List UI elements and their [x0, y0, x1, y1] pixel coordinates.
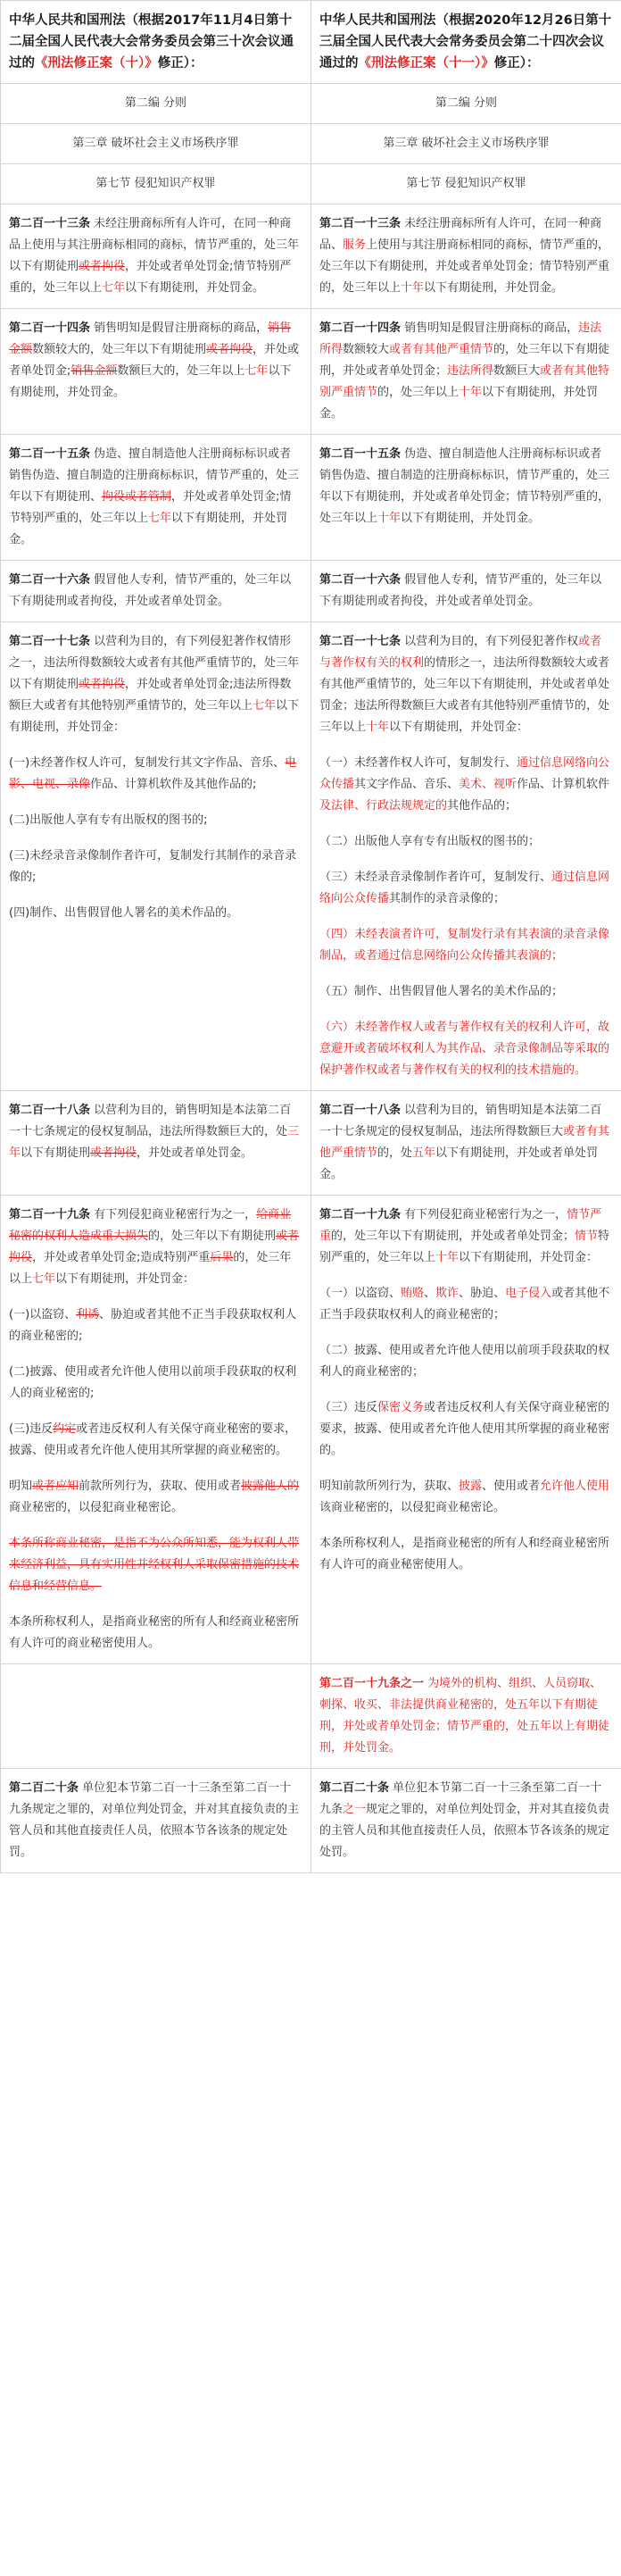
article-text: （一）以盗窃、: [319, 1287, 402, 1300]
article-text: ，并处或者单处罚金。: [137, 1146, 253, 1160]
article-paragraph: [9, 1476, 302, 1519]
deleted-text: 约定: [53, 1422, 77, 1436]
article-text: 以营利为目的，有下列侵犯著作权: [401, 635, 579, 648]
article-text: 以下有期徒刑，并处罚金：: [9, 699, 300, 734]
article-number: 第二百一十九条之一: [319, 1677, 425, 1690]
article-text: 以下有期徒刑，并处罚金：: [389, 721, 529, 734]
article-text: 本条所称权利人，是指商业秘密的所有人和经商业秘密所有人许可的商业秘密使用人。: [319, 1537, 610, 1571]
article-paragraph: [319, 1100, 613, 1186]
article-paragraph: [9, 1305, 302, 1347]
article-paragraph: [9, 1533, 302, 1597]
added-text: 情节: [575, 1230, 599, 1243]
article-number: 第二百一十五条: [319, 447, 402, 461]
added-text: 及法律、行政法规规定的: [319, 799, 448, 813]
article-paragraph: [319, 631, 613, 738]
deleted-text: 或者拘役: [9, 1230, 300, 1264]
article-text: 、使用或者: [482, 1480, 541, 1493]
added-text: 违法所得: [447, 364, 494, 378]
article-text: 有下列侵犯商业秘密行为之一，: [90, 1208, 257, 1221]
deleted-text: 或者拘役: [79, 678, 126, 691]
article-text: ，并处或者单处罚金;违法所得数额巨大或者有其他特别严重情节的，处三年以上: [9, 678, 292, 713]
article-left-cell: [1, 561, 311, 622]
article-number: 第二百一十八条: [319, 1104, 402, 1117]
article-paragraph: [319, 831, 613, 853]
added-text: 违法所得: [319, 321, 602, 356]
article-text: 数额巨大的，处三年以上: [117, 364, 245, 378]
article-text: （三）未经录音录像制作者许可，复制发行、: [319, 871, 552, 884]
added-text: 美术、视听: [459, 778, 518, 791]
header-left-suffix: 修正）：: [157, 56, 203, 71]
article-paragraph: [9, 1778, 302, 1863]
article-text: （三）违反: [319, 1401, 378, 1414]
added-text: 之一: [343, 1803, 367, 1816]
article-right-cell: [311, 1769, 621, 1873]
article-text: 以下有期徒刑，并处罚金：: [459, 1251, 599, 1264]
chapter-left: 第三章 破坏社会主义市场秩序罪: [1, 124, 311, 164]
deleted-text: 后果: [210, 1251, 234, 1264]
article-text: (一)以盗窃、: [9, 1308, 77, 1321]
article-text: 数额较大的，处三年以下有期徒刑: [32, 343, 207, 356]
article-text: ，并处或者单处罚金;: [9, 343, 300, 378]
article-paragraph: [319, 1778, 613, 1863]
article-text: (二)披露、使用或者允许他人使用以前项手段获取的权利人的商业秘密的;: [9, 1365, 297, 1400]
added-text: 十年: [459, 386, 483, 399]
article-right-cell: [311, 622, 621, 1091]
article-text: 明知前款所列行为，获取、: [319, 1480, 460, 1493]
article-number: 第二百一十四条: [319, 321, 402, 335]
added-text: 服务: [343, 238, 367, 252]
article-left-cell: [1, 204, 311, 309]
added-text: （六）未经著作权人或者与著作权有关的权利人许可，故意避开或者破坏权利人为其作品、录音录像制品等采取的保护著作权或者与著作权有关的权利的技术措施的。: [319, 1021, 610, 1077]
article-right-cell: [311, 204, 621, 309]
article-paragraph: [9, 631, 302, 738]
article-paragraph: [9, 318, 302, 404]
deleted-text: 本条所称商业秘密，是指不为公众所知悉，能为权利人带来经济利益，具有实用性并经权利人采取保密措施的技术信息和经营信息。: [9, 1537, 300, 1593]
chapter-right: 第三章 破坏社会主义市场秩序罪: [311, 124, 621, 164]
article-text: 未经注册商标所有人许可，在同一种商品上使用与其注册商标相同的商标，情节严重的，处三年以下有期徒刑: [9, 217, 300, 273]
article-text: （二）出版他人享有专有出版权的图书的；: [319, 835, 541, 848]
article-text: 假冒他人专利，情节严重的，处三年以下有期徒刑或者拘役，并处或者单处罚金。: [9, 573, 292, 608]
article-text: 的，处三年以下有期徒刑，并处或者单处罚金；: [331, 1230, 575, 1243]
article-left-cell: [1, 1196, 311, 1664]
article-paragraph: [319, 753, 613, 817]
article-row-a216: [1, 561, 621, 622]
article-text: 该商业秘密的，以侵犯商业秘密论。: [319, 1501, 506, 1514]
article-text: 未经注册商标所有人许可，在同一种商品、: [319, 217, 602, 252]
article-text: (四)制作、出售假冒他人署名的美术作品的。: [9, 906, 239, 920]
article-paragraph: [9, 1205, 302, 1290]
article-paragraph: [9, 1362, 302, 1405]
article-left-cell: [1, 1769, 311, 1873]
article-paragraph: [319, 570, 613, 613]
article-text: 、胁迫或者其他不正当手段获取权利人的商业秘密的;: [9, 1308, 297, 1343]
article-text: ，并处或者单处罚金;情节特别严重的，处三年以上: [9, 490, 292, 525]
added-text: （四）未经表演者许可，复制发行录有其表演的录音录像制品，或者通过信息网络向公众传播其表演的；: [319, 928, 610, 963]
article-text: 有下列侵犯商业秘密行为之一，: [401, 1208, 567, 1221]
article-text: (三)未经录音录像制作者许可，复制发行其制作的录音录像的;: [9, 849, 297, 884]
added-text: 披露: [459, 1480, 483, 1493]
article-text: 其他作品的；: [447, 799, 518, 813]
article-right-cell: [311, 561, 621, 622]
article-text: 本条所称权利人，是指商业秘密的所有人和经商业秘密所有人许可的商业秘密使用人。: [9, 1615, 300, 1650]
article-number: 第二百一十四条: [9, 321, 91, 335]
added-text: 十年: [435, 1251, 460, 1264]
header-left: [1, 1, 311, 84]
deleted-text: 或者拘役: [90, 1146, 137, 1160]
section-row: [1, 164, 621, 204]
added-text: 七年: [102, 281, 126, 295]
article-left-cell: [1, 435, 311, 561]
article-text: 以下有期徒刑，并处罚金。: [401, 512, 541, 525]
deleted-text: 销售金额: [70, 364, 118, 378]
article-row-a220: [1, 1769, 621, 1873]
article-text: 以下有期徒刑: [21, 1146, 91, 1160]
article-number: 第二百一十八条: [9, 1104, 91, 1117]
article-number: 第二百一十三条: [319, 217, 402, 230]
article-text: 或者违反权利人有关保守商业秘密的要求，披露、使用或者允许他人使用其所掌握的商业秘密的。: [9, 1422, 297, 1457]
article-left-cell: [1, 309, 311, 435]
article-row-a218: [1, 1091, 621, 1196]
article-paragraph: [9, 1419, 302, 1462]
deleted-text: 给商业秘密的权利人造成重大损失: [9, 1208, 292, 1243]
article-paragraph: [9, 1100, 302, 1164]
article-text: 的情形之一，违法所得数额较大或者有其他严重情节的，处三年以下有期徒刑，并处或者单处罚金；违法所得数额巨大或者有其他特别严重情节的，处三年以上: [319, 656, 610, 734]
article-text: 或者其他不正当手段获取权利人的商业秘密的；: [319, 1287, 610, 1321]
article-paragraph: [9, 903, 302, 924]
article-text: 的，处: [377, 1146, 413, 1160]
added-text: 或者与著作权有关的权利: [319, 635, 602, 670]
article-number: 第二百一十九条: [9, 1208, 91, 1221]
article-paragraph: [319, 318, 613, 425]
article-text: 其文字作品、音乐、: [354, 778, 460, 791]
article-paragraph: [9, 570, 302, 613]
added-text: 贿赂: [401, 1287, 425, 1300]
added-text: 情节严重: [319, 1208, 602, 1243]
added-text: 或者有其他严重情节: [389, 343, 494, 356]
article-text: 以下有期徒刑，并处罚金：: [55, 1272, 195, 1286]
article-text: 数额较大: [343, 343, 390, 356]
article-text: 特别严重的，处三年以上: [319, 1230, 610, 1264]
part-right: 第二编 分则: [311, 84, 621, 124]
article-paragraph: [9, 444, 302, 551]
article-text: 的，处三年以下有期徒刑，并处或者单处罚金；: [319, 343, 610, 378]
article-right-cell: [311, 309, 621, 435]
article-left-cell: [1, 1091, 311, 1196]
deleted-text: 利诱: [76, 1308, 100, 1321]
article-left-cell: [1, 1664, 311, 1769]
section-left: 第七节 侵犯知识产权罪: [1, 164, 311, 204]
article-text: 、胁迫、: [459, 1287, 506, 1300]
article-paragraph: [319, 1533, 613, 1576]
article-text: (二)出版他人享有专有出版权的图书的;: [9, 813, 208, 827]
article-text: (一)未经著作权人许可，复制发行其文字作品、音乐、: [9, 756, 286, 770]
article-paragraph: [319, 867, 613, 910]
article-paragraph: [9, 810, 302, 831]
article-text: 前款所列行为，获取、使用或者: [79, 1480, 242, 1493]
added-text: 电子侵入: [505, 1287, 552, 1300]
article-number: 第二百一十九条: [319, 1208, 402, 1221]
article-paragraph: [9, 213, 302, 299]
article-text: (三)违反: [9, 1422, 54, 1436]
added-text: 七年: [253, 699, 277, 713]
header-row: [1, 1, 621, 84]
article-text: 以营利为目的，有下列侵犯著作权情形之一，违法所得数额较大或者有其他严重情节的，处三年以下有期徒刑: [9, 635, 300, 691]
article-number: 第二百一十三条: [9, 217, 91, 230]
article-paragraph: [319, 444, 613, 529]
added-text: 为境外的机构、组织、人员窃取、刺探、收买、非法提供商业秘密的，处五年以下有期徒刑，并处或者单处罚金；情节严重的，处五年以上有期徒刑，并处罚金。: [319, 1677, 610, 1755]
article-text: 以下有期徒刑，并处罚金。: [319, 386, 599, 421]
article-text: 其制作的录音录像的；: [389, 892, 506, 905]
article-paragraph: [319, 1017, 613, 1081]
added-text: 允许他人使用: [540, 1480, 610, 1493]
article-row-a217: [1, 622, 621, 1091]
added-text: 七年: [244, 364, 269, 378]
header-left-text: 中华人民共和国刑法（根据2017年11月4日第十二届全国人民代表大会常务委员会第三十次会议通过的: [9, 13, 294, 71]
article-text: 销售明知是假冒注册商标的商品，: [401, 321, 579, 335]
added-text: 七年: [148, 512, 172, 525]
deleted-text: 或者拘役: [206, 343, 253, 356]
part-left: 第二编 分则: [1, 84, 311, 124]
article-number: 第二百二十条: [319, 1781, 390, 1795]
article-text: 伪造、擅自制造他人注册商标标识或者销售伪造、擅自制造的注册商标标识，情节严重的，处三年以下有期徒刑、: [9, 447, 300, 504]
article-text: 商业秘密的，以侵犯商业秘密论。: [9, 1501, 184, 1514]
added-text: 或者有其他特别严重情节: [319, 364, 610, 399]
added-text: 七年: [32, 1272, 56, 1286]
added-text: 通过信息网络向公众传播: [319, 871, 610, 905]
added-text: 十年: [366, 721, 390, 734]
added-text: 十年: [377, 512, 402, 525]
article-text: 或者违反权利人有关保守商业秘密的要求，披露、使用或者允许他人使用其所掌握的商业秘密的。: [319, 1401, 610, 1457]
article-text: 销售明知是假冒注册商标的商品，: [90, 321, 269, 335]
article-paragraph: [319, 1397, 613, 1462]
section-right: 第七节 侵犯知识产权罪: [311, 164, 621, 204]
article-text: 单位犯本节第二百一十三条至第二百一十九条规定之罪的，对单位判处罚金，并对其直接负责的主管人员和其他直接责任人员，依照本节各该条的规定处罚。: [9, 1781, 300, 1859]
article-paragraph: [319, 1283, 613, 1326]
article-paragraph: [319, 981, 613, 1003]
article-paragraph: [9, 753, 302, 796]
article-number: 第二百一十六条: [319, 573, 402, 587]
article-text: （二）披露、使用或者允许他人使用以前项手段获取的权利人的商业秘密的；: [319, 1344, 610, 1379]
article-number: 第二百一十五条: [9, 447, 91, 461]
header-right-suffix: 修正）：: [493, 56, 540, 71]
added-text: 十年: [401, 281, 425, 295]
article-text: 作品、计算机软件及其他作品的;: [90, 778, 257, 791]
deleted-text: 销售金额: [9, 321, 292, 356]
chapter-row: [1, 124, 621, 164]
article-text: 以下有期徒刑，并处罚金。: [424, 281, 564, 295]
article-text: 以营利为目的，销售明知是本法第二百一十七条规定的侵权复制品，违法所得数额巨大: [319, 1104, 602, 1138]
article-paragraph: [9, 1612, 302, 1655]
article-text: 以下有期徒刑，并处罚金。: [9, 512, 288, 546]
article-paragraph: [319, 924, 613, 967]
header-right: [311, 1, 621, 84]
article-paragraph: [319, 1205, 613, 1269]
added-text: 保密义务: [377, 1401, 425, 1414]
article-paragraph: [319, 1340, 613, 1383]
article-text: 的，处三年以上: [9, 1251, 292, 1286]
deleted-text: 拘役或者管制: [102, 490, 172, 504]
article-text: （五）制作、出售假冒他人署名的美术作品的；: [319, 985, 564, 998]
article-text: 以下有期徒刑，并处罚金。: [9, 364, 292, 399]
article-row-a213: [1, 204, 621, 309]
article-left-cell: [1, 622, 311, 1091]
deleted-text: 披露他人的: [241, 1480, 300, 1493]
article-text: 的，处三年以下有期徒刑: [148, 1230, 277, 1243]
article-text: ，并处或者单处罚金;情节特别严重的，处三年以上: [9, 260, 292, 295]
article-right-cell: [311, 435, 621, 561]
article-row-a215: [1, 435, 621, 561]
article-row-a214: [1, 309, 621, 435]
part-row: [1, 84, 621, 124]
added-text: 通过信息网络向公众传播: [319, 756, 610, 791]
article-text: 上使用与其注册商标相同的商标，情节严重的，处三年以下有期徒刑，并处或者单处罚金；情节特别严重的，处三年以上: [319, 238, 610, 295]
article-text: 以下有期徒刑，并处罚金。: [125, 281, 265, 295]
article-text: 假冒他人专利，情节严重的，处三年以下有期徒刑或者拘役，并处或者单处罚金。: [319, 573, 602, 608]
article-paragraph: [9, 846, 302, 888]
article-number: 第二百一十七条: [319, 635, 402, 648]
article-right-cell: [311, 1196, 621, 1664]
added-text: 三年: [9, 1125, 300, 1160]
added-text: 或者有其他严重情节: [319, 1125, 610, 1160]
article-row-a219-1: [1, 1664, 621, 1769]
article-right-cell: [311, 1091, 621, 1196]
article-right-cell: [311, 1664, 621, 1769]
article-row-a219: [1, 1196, 621, 1664]
article-text: 单位犯本节第二百一十三条至第二百一十九条: [319, 1781, 602, 1816]
amendment-10-title: 《刑法修正案（十）》: [35, 56, 158, 71]
article-text: 伪造、擅自制造他人注册商标标识或者销售伪造、擅自制造的注册商标标识，情节严重的，处三年以下有期徒刑，并处或者单处罚金；情节特别严重的，处三年以上: [319, 447, 610, 525]
article-text: ，并处或者单处罚金;造成特别严重: [32, 1251, 211, 1264]
amendment-11-title: 《刑法修正案（十一）》: [358, 56, 494, 71]
article-text: 数额巨大: [493, 364, 541, 378]
article-text: 作品、计算机软件: [517, 778, 610, 791]
article-number: 第二百一十七条: [9, 635, 91, 648]
article-paragraph: [319, 1673, 613, 1759]
article-text: 以营利为目的，销售明知是本法第二百一十七条规定的侵权复制品，违法所得数额巨大的，处: [9, 1104, 292, 1138]
added-text: 五年: [412, 1146, 436, 1160]
article-text: 明知: [9, 1480, 33, 1493]
article-paragraph: [319, 213, 613, 299]
deleted-text: 或者拘役: [79, 260, 126, 273]
header-right-text: 中华人民共和国刑法（根据2020年12月26日第十三届全国人民代表大会常务委员会第二十四次会议通过的: [319, 13, 612, 71]
article-paragraph: [319, 1476, 613, 1519]
deleted-text: 或者应知: [32, 1480, 79, 1493]
article-number: 第二百一十六条: [9, 573, 91, 587]
article-text: （一）未经著作权人许可，复制发行、: [319, 756, 518, 770]
article-text: 规定之罪的，对单位判处罚金，并对其直接负责的主管人员和其他直接责任人员，依照本节各该条的规定处罚。: [319, 1803, 610, 1859]
article-number: 第二百二十条: [9, 1781, 79, 1795]
added-text: 欺诈: [435, 1287, 460, 1300]
article-text: 以下有期徒刑，并处或者单处罚金。: [319, 1146, 599, 1181]
deleted-text: 电影、电视、录像: [9, 756, 297, 791]
article-text: 、: [424, 1287, 436, 1300]
article-text: 的，处三年以上: [377, 386, 460, 399]
